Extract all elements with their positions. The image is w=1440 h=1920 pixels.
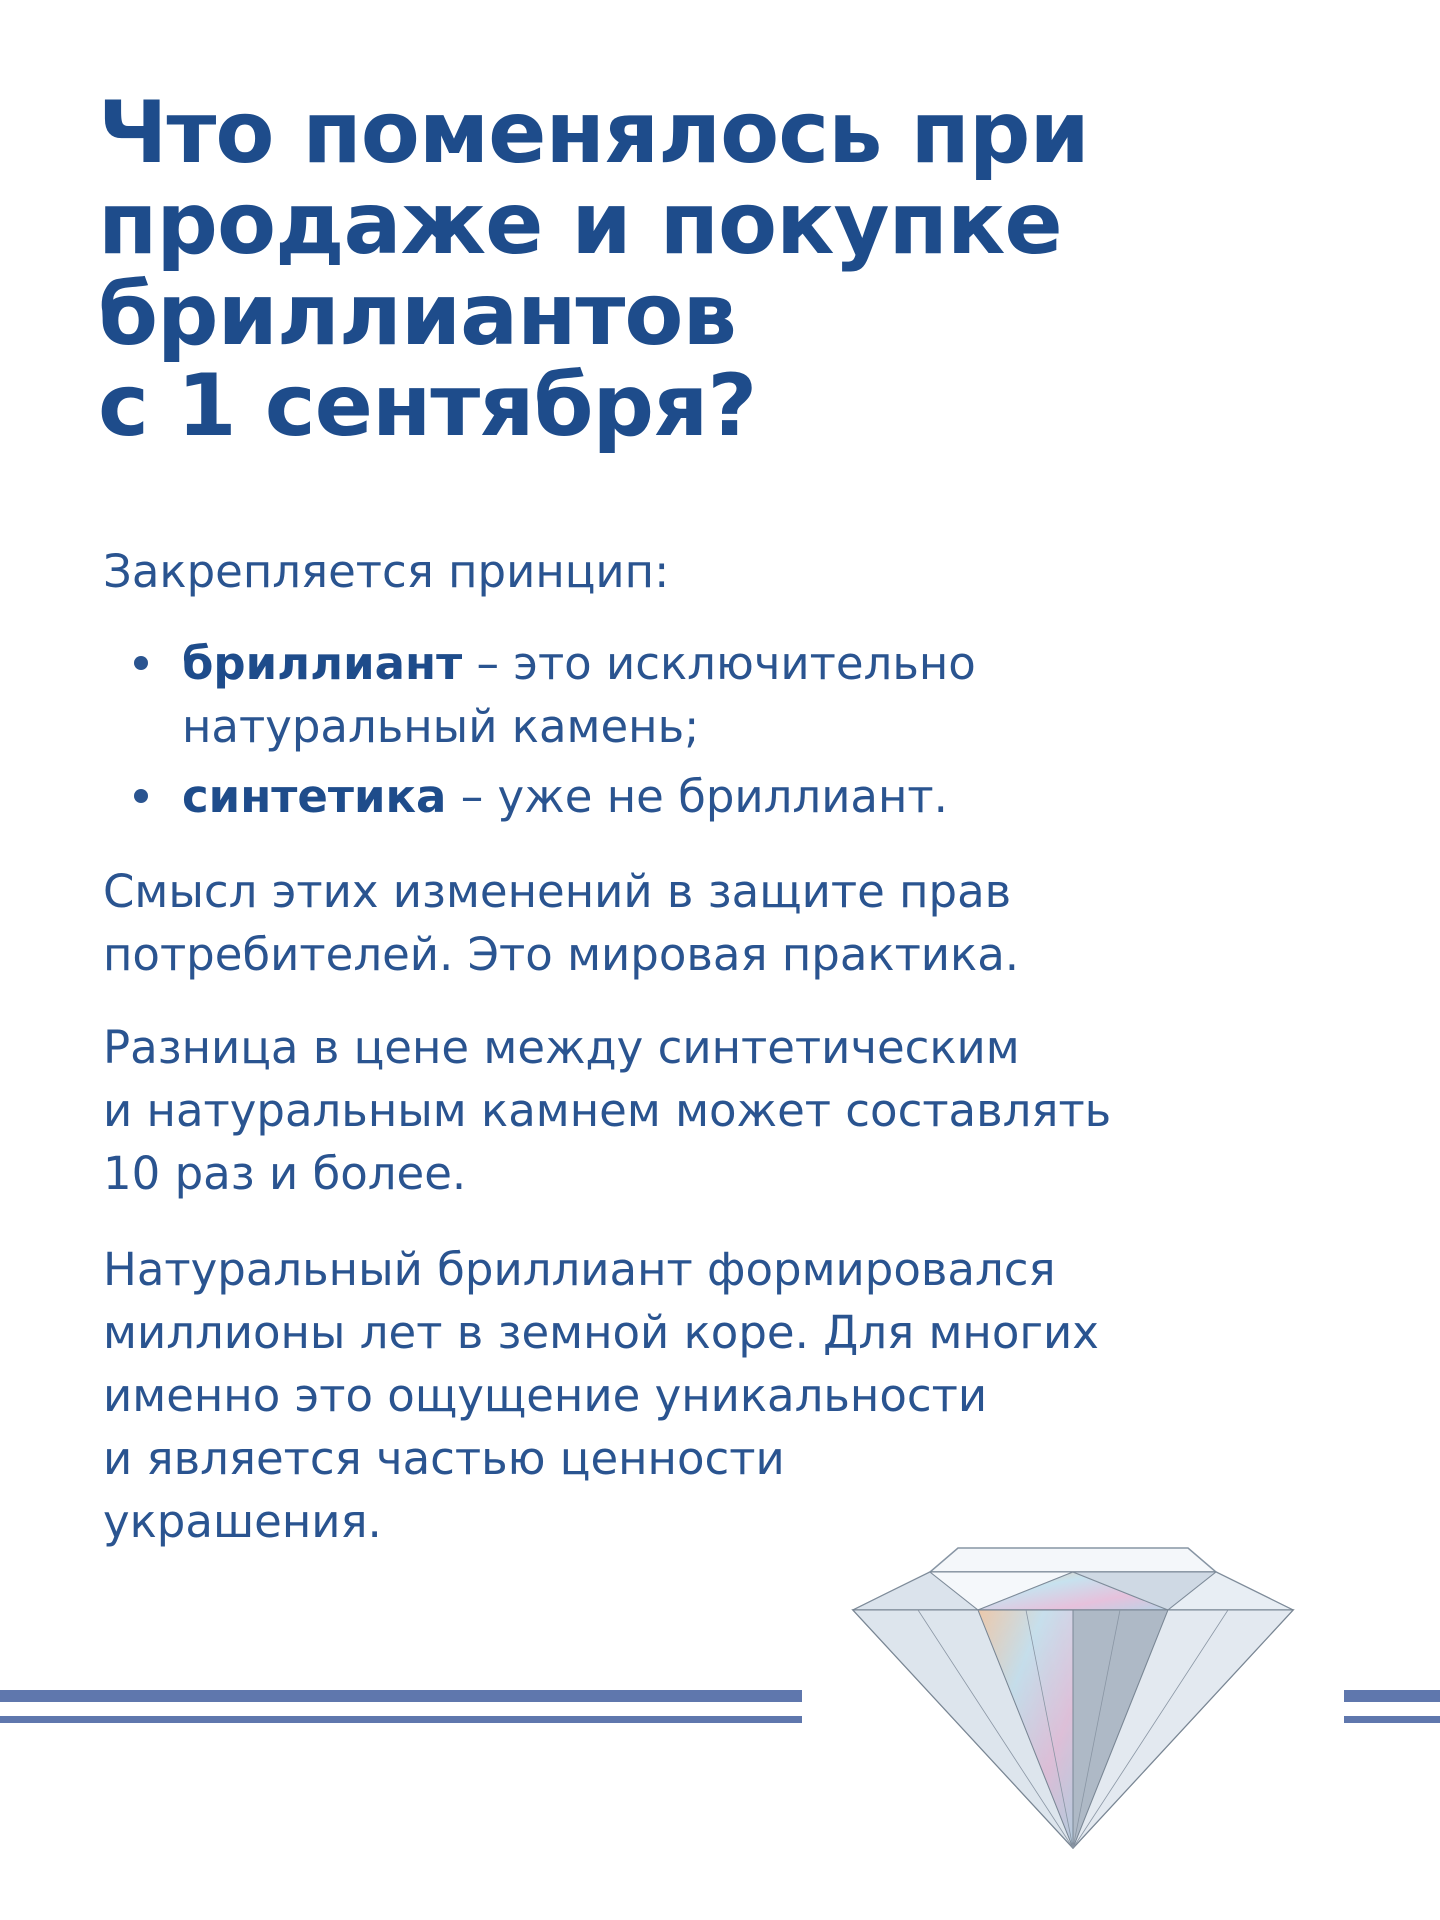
paragraph-line: украшения. [103,1495,382,1548]
list-item [130,765,976,828]
paragraph-line: именно это ощущение уникальности [103,1369,988,1422]
stripe-left-thin [0,1716,802,1723]
paragraph-line: 10 раз и более. [103,1147,467,1200]
paragraph-purpose [103,860,1333,986]
paragraph-natural [103,1238,1333,1553]
paragraph-line: Натуральный бриллиант формировался [103,1243,1056,1296]
stripe-right-thick [1344,1690,1440,1702]
paragraph-line: миллионы лет в земной коре. Для многих [103,1306,1099,1359]
principle-list [130,632,976,835]
title-line: с 1 сентября? [98,356,757,456]
bullet-dot-icon [134,656,148,670]
bullet-text: натуральный камень; [182,700,700,753]
bullet-line [182,632,976,695]
page-title [98,83,1348,456]
paragraph-price [103,1016,1333,1205]
paragraph-line: Разница в цене между синтетическим [103,1021,1020,1074]
bullet-text: – уже не бриллиант. [446,770,948,823]
stripe-right-thin [1344,1716,1440,1723]
diamond-icon [848,1528,1298,1854]
list-item [130,632,976,758]
intro-text: Закрепляется принцип: [103,545,670,598]
title-line: бриллиантов [98,265,736,365]
bullet-line [182,765,976,828]
stripe-left-thick [0,1690,802,1702]
paragraph-line: и натуральным камнем может составлять [103,1084,1112,1137]
paragraph-line: и является частью ценности [103,1432,785,1485]
bullet-term: синтетика [182,770,447,823]
title-line: Что поменялось при [98,83,1089,183]
bullet-text: – это исключительно [462,637,976,690]
bullet-dot-icon [134,789,148,803]
paragraph-line: Смысл этих изменений в защите прав [103,865,1012,918]
paragraph-line: потребителей. Это мировая практика. [103,928,1020,981]
bullet-term: бриллиант [182,637,463,690]
title-line: продаже и покупке [98,174,1062,274]
